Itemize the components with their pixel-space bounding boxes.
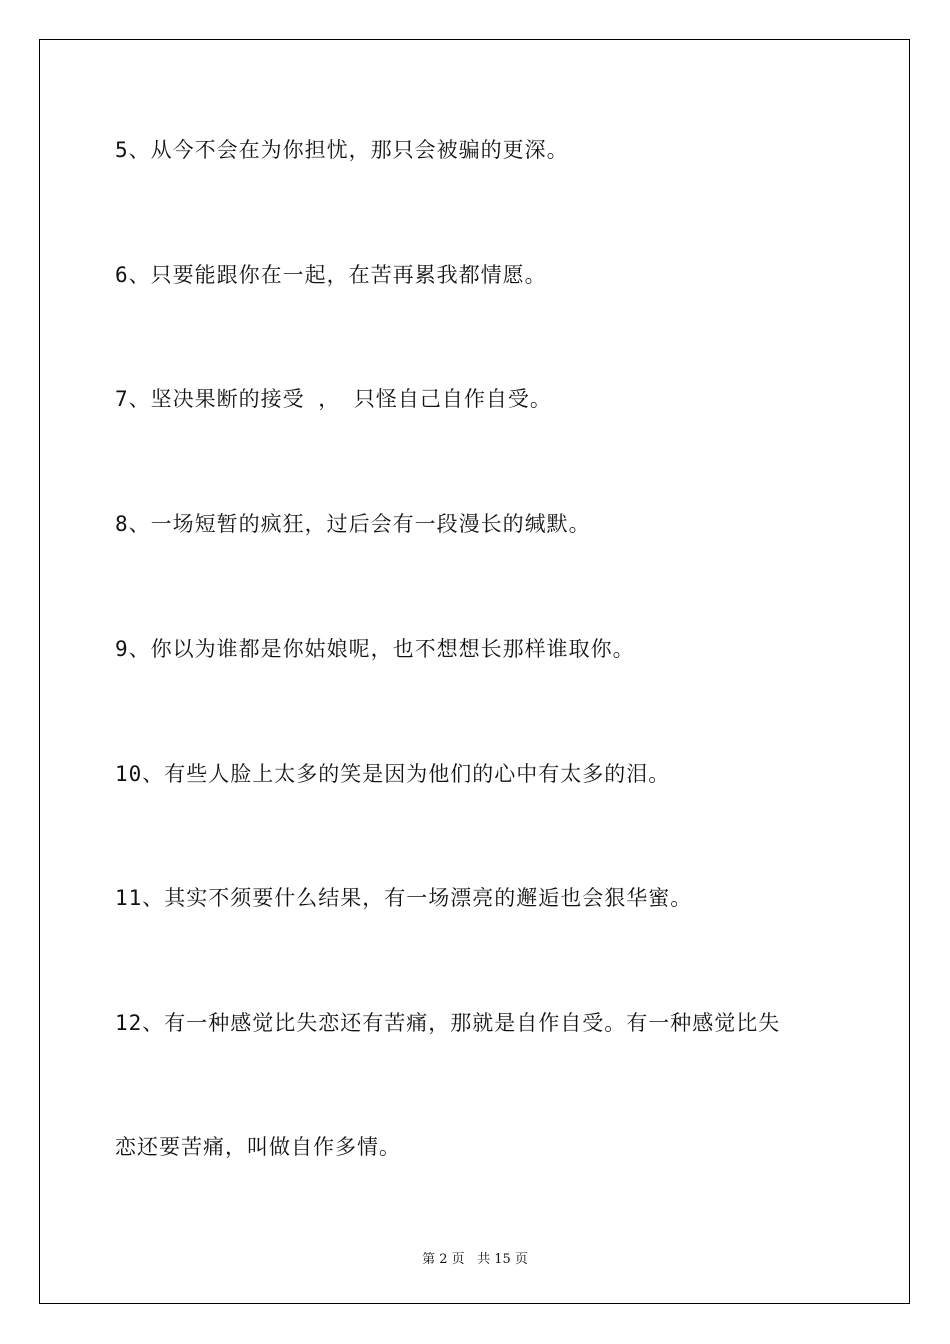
text-line: 6、只要能跟你在一起，在苦再累我都情愿。	[115, 263, 547, 287]
page-number: 第 2 页	[422, 1252, 465, 1267]
text-line: 恋还要苦痛，叫做自作多情。	[115, 1135, 401, 1159]
text-line: 9、你以为谁都是你姑娘呢，也不想想长那样谁取你。	[115, 637, 635, 661]
text-line: 7、坚决果断的接受 ， 只怪自己自作自受。	[115, 387, 552, 411]
page-border	[39, 39, 910, 1304]
text-line: 8、一场短暂的疯狂，过后会有一段漫长的缄默。	[115, 512, 591, 536]
text-line: 10、有些人脸上太多的笑是因为他们的心中有太多的泪。	[115, 762, 671, 786]
page-total: 共 15 页	[477, 1252, 528, 1267]
text-line: 5、从今不会在为你担忧，那只会被骗的更深。	[115, 138, 569, 162]
page-footer	[0, 1248, 950, 1267]
text-line: 12、有一种感觉比失恋还有苦痛，那就是自作自受。有一种感觉比失	[115, 1011, 781, 1035]
text-line: 11、其实不须要什么结果，有一场漂亮的邂逅也会狠华蜜。	[115, 886, 693, 910]
